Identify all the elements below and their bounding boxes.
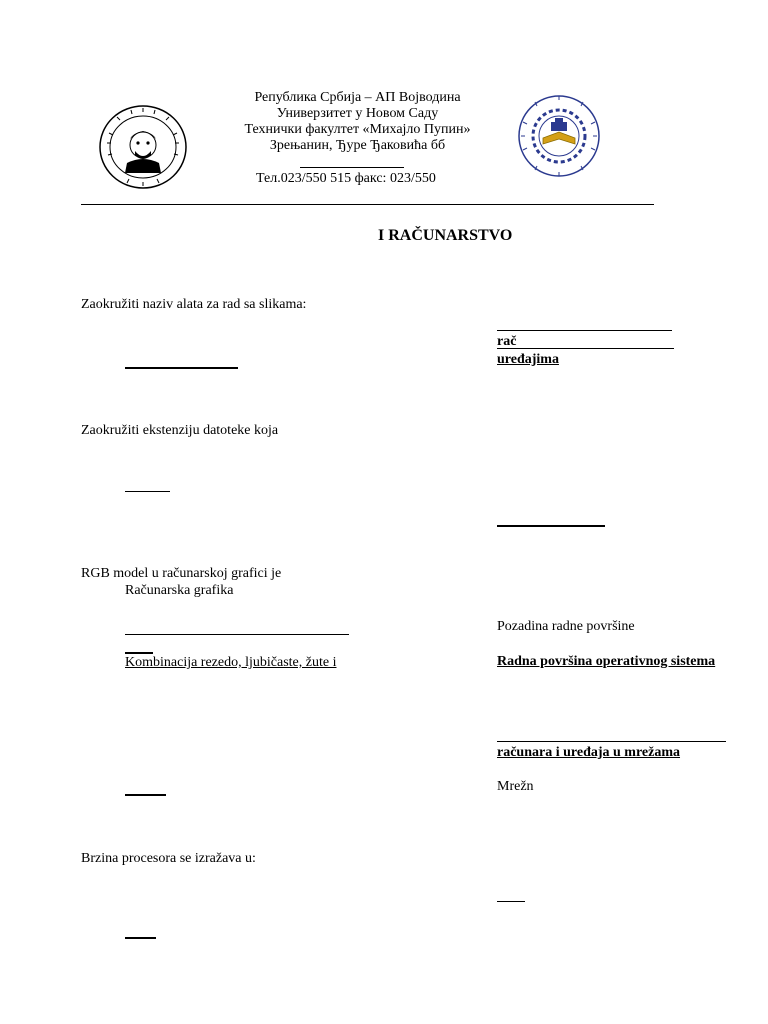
right-blank-3 <box>497 525 605 527</box>
answer-blank-3 <box>125 634 349 635</box>
answer-blank-2 <box>125 491 170 492</box>
right-racunara: računara i uređaja u mrežama <box>497 745 681 760</box>
header-blank-line <box>300 167 404 168</box>
question-3-subline: Računarska grafika <box>125 583 234 598</box>
right-mrezn: Mrežn <box>497 779 534 794</box>
answer-blank-1 <box>125 367 238 369</box>
header-line-4: Зрењанин, Ђуре Ђаковића бб <box>269 138 446 153</box>
right-blank-2 <box>497 348 674 349</box>
page-title: I RAČUNARSTVO <box>378 227 513 244</box>
question-3: RGB model u računarskoj grafici je <box>81 566 282 581</box>
header-line-2: Универзитет у Новом Саду <box>276 106 439 121</box>
question-1: Zaokružiti naziv alata za rad sa slikama: <box>81 297 307 312</box>
header-line-1: Република Србија – АП Војводина <box>254 90 461 105</box>
right-pozadina: Pozadina radne površine <box>497 619 635 634</box>
right-blank-5 <box>497 901 525 902</box>
answer-blank-5 <box>125 937 156 939</box>
right-uredjajima: uređajima <box>497 352 559 367</box>
header-line-3: Технички факултет «Михајло Пупин» <box>244 122 471 137</box>
header-line-5: Тел.023/550 515 факс: 023/550 <box>256 171 436 186</box>
header-divider <box>81 204 654 205</box>
right-blank-1 <box>497 330 672 331</box>
answer-blank-4 <box>125 794 166 796</box>
university-seal-logo <box>515 92 603 180</box>
answer-blank-3b <box>125 652 153 654</box>
right-radna-povrsina: Radna površina operativnog sistema <box>497 654 716 669</box>
question-4: Brzina procesora se izražava u: <box>81 851 256 866</box>
right-blank-4 <box>497 741 726 742</box>
right-rac: rač <box>497 334 517 349</box>
question-3-answer: Kombinacija rezedo, ljubičaste, žute i <box>125 655 337 670</box>
faculty-seal-logo <box>97 103 189 191</box>
question-2: Zaokružiti ekstenziju datoteke koja <box>81 423 279 438</box>
